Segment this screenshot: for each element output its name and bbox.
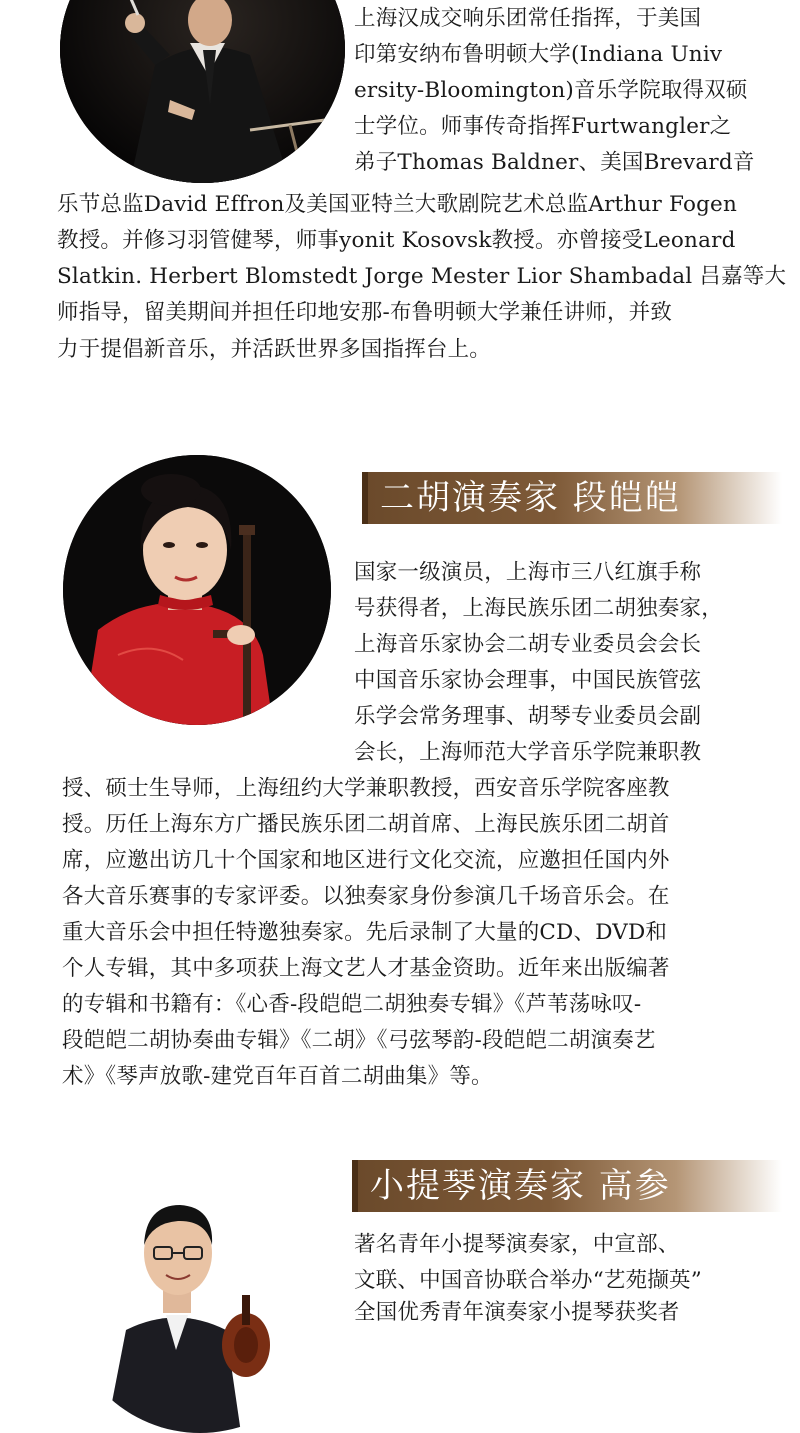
erhu-bio-line: 个人专辑，其中多项获上海文艺人才基金资助。近年来出版编著 [62, 956, 670, 981]
erhu-bio-line: 中国音乐家协会理事，中国民族管弦 [354, 668, 702, 693]
conductor-bio-line: 乐节总监David Effron及美国亚特兰大歌剧院艺术总监Arthur Fogen [57, 192, 738, 217]
erhu-bio-line: 号获得者，上海民族乐团二胡独奏家， [354, 596, 723, 621]
conductor-bio-line: ersity-Bloomington)音乐学院取得双硕 [354, 78, 748, 103]
conductor-bio-line: 弟子Thomas Baldner、美国Brevard音 [354, 150, 755, 175]
erhu-bio-line: 的专辑和书籍有：《心香-段皑皑二胡独奏专辑》《芦苇荡咏叹- [62, 992, 642, 1017]
conductor-bio-line: 士学位。师事传奇指挥Furtwangler之 [354, 114, 732, 139]
violin-player-portrait [66, 1165, 334, 1433]
erhu-photo-icon [63, 455, 331, 725]
erhu-section [0, 440, 800, 1100]
violin-bio-line: 文联、中国音协联合举办“艺苑撷英” [354, 1268, 702, 1293]
erhu-bio-line: 段皑皑二胡协奏曲专辑》《二胡》《弓弦琴韵-段皑皑二胡演奏艺 [62, 1028, 656, 1053]
conductor-section [0, 0, 800, 380]
violin-title: 小提琴演奏家 高参 [370, 1166, 671, 1206]
conductor-bio-line: Slatkin. Herbert Blomstedt Jorge Mester Lior Shambadal 吕嘉等大 [57, 264, 787, 289]
conductor-bio-line: 印第安纳布鲁明顿大学(Indiana Univ [354, 42, 723, 67]
violin-photo-icon [66, 1165, 334, 1433]
conductor-portrait [60, 0, 345, 183]
violin-bio-line: 全国优秀青年演奏家小提琴获奖者 [354, 1300, 680, 1325]
violin-title-banner [352, 1160, 782, 1212]
erhu-bio-line: 授、硕士生导师，上海纽约大学兼职教授，西安音乐学院客座教 [62, 776, 670, 801]
conductor-bio-line: 教授。并修习羽管健琴，师事yonit Kosovsk教授。亦曾接受Leonard [57, 228, 736, 253]
erhu-bio-line: 授。历任上海东方广播民族乐团二胡首席、上海民族乐团二胡首 [62, 812, 670, 837]
erhu-player-portrait [63, 455, 331, 725]
erhu-bio-line: 各大音乐赛事的专家评委。以独奏家身份参演几千场音乐会。在 [62, 884, 670, 909]
erhu-bio-line: 上海音乐家协会二胡专业委员会会长 [354, 632, 702, 657]
erhu-title: 二胡演奏家 段皑皑 [380, 478, 681, 518]
erhu-bio-line: 重大音乐会中担任特邀独奏家。先后录制了大量的CD、DVD和 [62, 920, 668, 945]
erhu-bio-line: 国家一级演员，上海市三八红旗手称 [354, 560, 702, 585]
conductor-bio-line: 师指导，留美期间并担任印地安那-布鲁明顿大学兼任讲师，并致 [57, 300, 673, 325]
violin-section [0, 1150, 800, 1325]
conductor-bio-line: 力于提倡新音乐，并活跃世界多国指挥台上。 [57, 337, 492, 362]
conductor-photo-icon [60, 0, 345, 183]
erhu-bio-line: 席，应邀出访几十个国家和地区进行文化交流，应邀担任国内外 [62, 848, 670, 873]
erhu-bio-line: 会长，上海师范大学音乐学院兼职教 [354, 740, 702, 765]
erhu-bio-line: 术》《琴声放歌-建党百年百首二胡曲集》等。 [62, 1064, 493, 1089]
conductor-bio-line: 上海汉成交响乐团常任指挥，于美国 [354, 6, 702, 31]
violin-bio-line: 著名青年小提琴演奏家，中宣部、 [354, 1232, 680, 1257]
erhu-bio-line: 乐学会常务理事、胡琴专业委员会副 [354, 704, 702, 729]
erhu-title-banner [362, 472, 782, 524]
